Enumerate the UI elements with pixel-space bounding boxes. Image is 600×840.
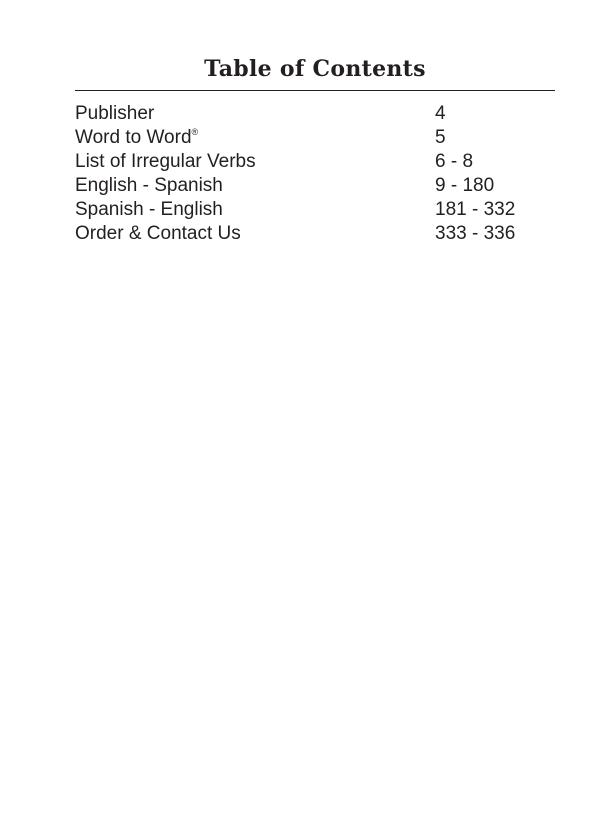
toc-entry-pages: 181 - 332 — [435, 199, 516, 220]
toc-entry-label-group — [75, 126, 198, 150]
toc-entry-english-spanish — [75, 174, 555, 198]
toc-entry-pages: 9 - 180 — [435, 175, 495, 196]
page-title: Table of Contents — [204, 56, 426, 82]
toc-entry-word-to-word — [75, 126, 555, 150]
toc-entry-order-contact — [75, 222, 555, 246]
toc-entry-label: List of Irregular Verbs — [75, 151, 256, 172]
toc-entry-publisher — [75, 102, 555, 126]
toc-entry-pages: 5 — [435, 127, 446, 148]
registered-mark: ® — [191, 127, 199, 137]
toc-entry-label: Spanish - English — [75, 199, 223, 220]
contents-list — [75, 102, 555, 246]
toc-entry-pages: 6 - 8 — [435, 151, 474, 172]
toc-entry-spanish-english — [75, 198, 555, 222]
toc-entry-irregular-verbs — [75, 150, 555, 174]
toc-entry-label: English - Spanish — [75, 175, 223, 196]
toc-entry-pages: 333 - 336 — [435, 223, 516, 244]
title-divider — [75, 90, 555, 91]
toc-entry-label: Order & Contact Us — [75, 223, 241, 244]
toc-entry-label: Word to Word — [75, 127, 192, 148]
toc-entry-pages: 4 — [435, 103, 446, 124]
toc-entry-label: Publisher — [75, 103, 155, 124]
